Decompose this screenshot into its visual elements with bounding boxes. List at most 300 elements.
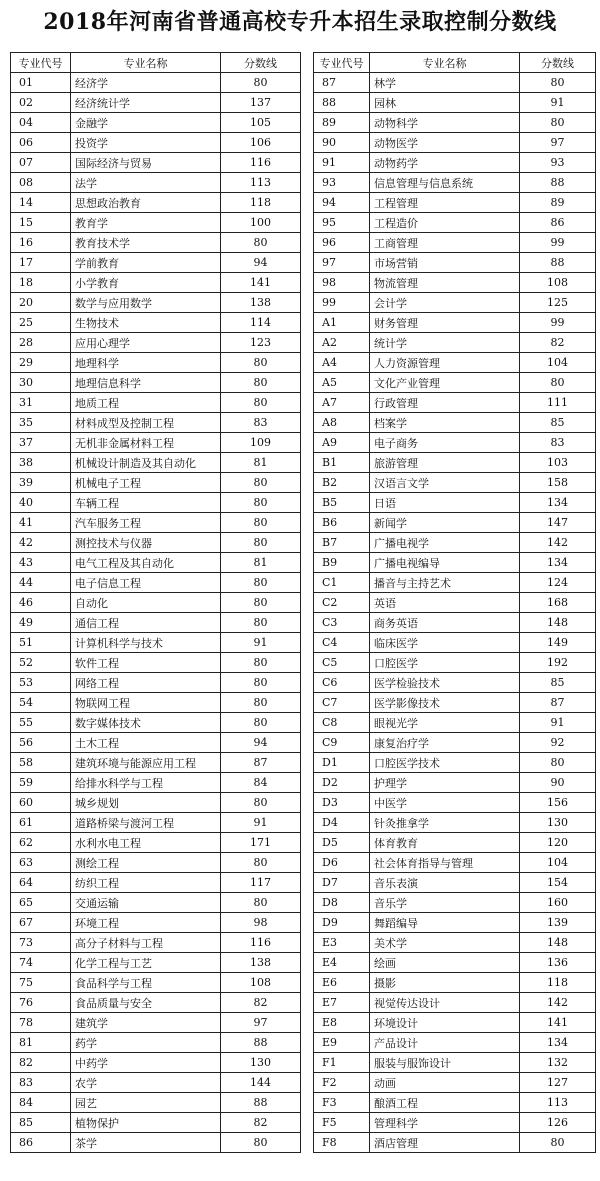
major-code-cell: 76 <box>11 993 71 1013</box>
major-code-cell: C3 <box>314 613 370 633</box>
major-code-cell: 07 <box>11 153 71 173</box>
score-cell: 80 <box>221 853 301 873</box>
major-name-cell: 学前教育 <box>71 253 221 273</box>
table-row <box>11 413 301 433</box>
table-row <box>314 1133 596 1153</box>
major-name-cell: 机械设计制造及其自动化 <box>71 453 221 473</box>
score-cell: 138 <box>221 953 301 973</box>
major-code-cell: 41 <box>11 513 71 533</box>
score-cell: 86 <box>520 213 596 233</box>
table-row <box>11 193 301 213</box>
major-code-cell: 90 <box>314 133 370 153</box>
major-code-cell: E8 <box>314 1013 370 1033</box>
major-code-cell: 65 <box>11 893 71 913</box>
score-cell: 93 <box>520 153 596 173</box>
major-name-cell: 食品科学与工程 <box>71 973 221 993</box>
major-code-cell: 75 <box>11 973 71 993</box>
table-row <box>314 473 596 493</box>
score-cell: 80 <box>221 793 301 813</box>
major-name-cell: 国际经济与贸易 <box>71 153 221 173</box>
table-row <box>314 553 596 573</box>
major-code-cell: 55 <box>11 713 71 733</box>
table-row <box>11 353 301 373</box>
major-code-cell: 87 <box>314 73 370 93</box>
major-name-cell: 材料成型及控制工程 <box>71 413 221 433</box>
score-cell: 148 <box>520 933 596 953</box>
table-row <box>314 593 596 613</box>
major-code-cell: C4 <box>314 633 370 653</box>
table-row <box>11 1013 301 1033</box>
major-name-cell: 思想政治教育 <box>71 193 221 213</box>
table-row <box>11 333 301 353</box>
table-row <box>11 233 301 253</box>
major-name-cell: 物联网工程 <box>71 693 221 713</box>
major-code-cell: B6 <box>314 513 370 533</box>
score-cell: 113 <box>520 1093 596 1113</box>
header-major-code: 专业代号 <box>314 53 370 73</box>
score-cell: 125 <box>520 293 596 313</box>
major-code-cell: 44 <box>11 573 71 593</box>
table-row <box>314 573 596 593</box>
score-cell: 80 <box>221 73 301 93</box>
major-name-cell: 产品设计 <box>370 1033 520 1053</box>
major-name-cell: 电子信息工程 <box>71 573 221 593</box>
score-table-left <box>10 52 301 1153</box>
major-code-cell: 98 <box>314 273 370 293</box>
score-cell: 88 <box>221 1093 301 1113</box>
major-code-cell: E4 <box>314 953 370 973</box>
major-code-cell: D7 <box>314 873 370 893</box>
major-code-cell: A2 <box>314 333 370 353</box>
score-cell: 138 <box>221 293 301 313</box>
table-row <box>314 913 596 933</box>
score-cell: 94 <box>221 733 301 753</box>
major-code-cell: 96 <box>314 233 370 253</box>
major-code-cell: 63 <box>11 853 71 873</box>
score-cell: 91 <box>520 713 596 733</box>
major-name-cell: 植物保护 <box>71 1113 221 1133</box>
table-row <box>11 893 301 913</box>
table-row <box>314 1013 596 1033</box>
table-row <box>11 973 301 993</box>
major-name-cell: 工程造价 <box>370 213 520 233</box>
table-row <box>11 453 301 473</box>
major-code-cell: 60 <box>11 793 71 813</box>
major-name-cell: 英语 <box>370 593 520 613</box>
major-code-cell: D6 <box>314 853 370 873</box>
major-code-cell: 91 <box>314 153 370 173</box>
major-code-cell: 15 <box>11 213 71 233</box>
major-name-cell: 电子商务 <box>370 433 520 453</box>
table-row <box>314 953 596 973</box>
score-cell: 97 <box>520 133 596 153</box>
table-row <box>314 693 596 713</box>
major-name-cell: 计算机科学与技术 <box>71 633 221 653</box>
major-code-cell: B7 <box>314 533 370 553</box>
major-code-cell: 49 <box>11 613 71 633</box>
major-name-cell: 机械电子工程 <box>71 473 221 493</box>
major-code-cell: 82 <box>11 1053 71 1073</box>
header-major-name: 专业名称 <box>71 53 221 73</box>
score-cell: 97 <box>221 1013 301 1033</box>
major-code-cell: 74 <box>11 953 71 973</box>
table-row <box>314 713 596 733</box>
score-cell: 80 <box>520 373 596 393</box>
score-cell: 98 <box>221 913 301 933</box>
score-cell: 130 <box>520 813 596 833</box>
table-row <box>314 333 596 353</box>
table-row <box>11 593 301 613</box>
table-row <box>11 613 301 633</box>
major-code-cell: 95 <box>314 213 370 233</box>
major-code-cell: C2 <box>314 593 370 613</box>
score-cell: 88 <box>520 173 596 193</box>
major-code-cell: F5 <box>314 1113 370 1133</box>
major-code-cell: D3 <box>314 793 370 813</box>
table-row <box>11 753 301 773</box>
table-row <box>11 1113 301 1133</box>
major-code-cell: E9 <box>314 1033 370 1053</box>
table-row <box>314 313 596 333</box>
table-row <box>11 573 301 593</box>
major-code-cell: C7 <box>314 693 370 713</box>
score-cell: 88 <box>221 1033 301 1053</box>
score-cell: 111 <box>520 393 596 413</box>
score-cell: 113 <box>221 173 301 193</box>
table-row <box>314 273 596 293</box>
major-name-cell: 广播电视学 <box>370 533 520 553</box>
major-code-cell: 59 <box>11 773 71 793</box>
score-cell: 109 <box>221 433 301 453</box>
score-cell: 160 <box>520 893 596 913</box>
major-name-cell: 音乐学 <box>370 893 520 913</box>
major-name-cell: 市场营销 <box>370 253 520 273</box>
score-cell: 92 <box>520 733 596 753</box>
table-row <box>314 393 596 413</box>
table-row <box>11 473 301 493</box>
major-name-cell: 物流管理 <box>370 273 520 293</box>
score-cell: 108 <box>221 973 301 993</box>
score-cell: 80 <box>520 73 596 93</box>
major-name-cell: 音乐表演 <box>370 873 520 893</box>
major-name-cell: 电气工程及其自动化 <box>71 553 221 573</box>
score-cell: 104 <box>520 853 596 873</box>
major-code-cell: 52 <box>11 653 71 673</box>
score-cell: 80 <box>221 493 301 513</box>
score-cell: 91 <box>221 633 301 653</box>
major-name-cell: 环境工程 <box>71 913 221 933</box>
major-code-cell: 62 <box>11 833 71 853</box>
major-code-cell: 39 <box>11 473 71 493</box>
major-code-cell: 02 <box>11 93 71 113</box>
major-code-cell: 29 <box>11 353 71 373</box>
table-row <box>11 73 301 93</box>
major-code-cell: 83 <box>11 1073 71 1093</box>
major-name-cell: 口腔医学技术 <box>370 753 520 773</box>
major-name-cell: 美术学 <box>370 933 520 953</box>
major-code-cell: D9 <box>314 913 370 933</box>
major-code-cell: 99 <box>314 293 370 313</box>
major-name-cell: 建筑学 <box>71 1013 221 1033</box>
major-name-cell: 人力资源管理 <box>370 353 520 373</box>
major-name-cell: 康复治疗学 <box>370 733 520 753</box>
score-cell: 80 <box>221 393 301 413</box>
major-name-cell: 管理科学 <box>370 1113 520 1133</box>
score-cell: 87 <box>221 753 301 773</box>
major-name-cell: 水利水电工程 <box>71 833 221 853</box>
major-name-cell: 地理科学 <box>71 353 221 373</box>
table-row <box>11 493 301 513</box>
table-row <box>314 433 596 453</box>
major-code-cell: D1 <box>314 753 370 773</box>
table-row <box>314 773 596 793</box>
major-code-cell: 20 <box>11 293 71 313</box>
table-row <box>11 773 301 793</box>
table-row <box>11 733 301 753</box>
major-code-cell: 85 <box>11 1113 71 1133</box>
header-major-name: 专业名称 <box>370 53 520 73</box>
table-row <box>11 633 301 653</box>
score-cell: 80 <box>221 353 301 373</box>
major-name-cell: 播音与主持艺术 <box>370 573 520 593</box>
table-row <box>314 873 596 893</box>
table-row <box>314 993 596 1013</box>
major-code-cell: B1 <box>314 453 370 473</box>
score-cell: 127 <box>520 1073 596 1093</box>
table-row <box>314 413 596 433</box>
major-code-cell: 88 <box>314 93 370 113</box>
major-name-cell: 食品质量与安全 <box>71 993 221 1013</box>
major-code-cell: C6 <box>314 673 370 693</box>
score-cell: 80 <box>221 593 301 613</box>
score-cell: 108 <box>520 273 596 293</box>
major-name-cell: 药学 <box>71 1033 221 1053</box>
table-row <box>11 113 301 133</box>
score-cell: 141 <box>221 273 301 293</box>
major-name-cell: 通信工程 <box>71 613 221 633</box>
table-row <box>314 453 596 473</box>
table-row <box>11 673 301 693</box>
table-row <box>314 1073 596 1093</box>
table-row <box>314 353 596 373</box>
major-code-cell: 16 <box>11 233 71 253</box>
major-name-cell: 土木工程 <box>71 733 221 753</box>
table-row <box>314 853 596 873</box>
major-name-cell: 给排水科学与工程 <box>71 773 221 793</box>
major-name-cell: 测绘工程 <box>71 853 221 873</box>
major-name-cell: 车辆工程 <box>71 493 221 513</box>
table-row <box>314 633 596 653</box>
major-name-cell: 测控技术与仪器 <box>71 533 221 553</box>
major-name-cell: 酒店管理 <box>370 1133 520 1153</box>
score-cell: 137 <box>221 93 301 113</box>
major-code-cell: B9 <box>314 553 370 573</box>
major-name-cell: 园艺 <box>71 1093 221 1113</box>
score-cell: 126 <box>520 1113 596 1133</box>
major-name-cell: 工商管理 <box>370 233 520 253</box>
major-name-cell: 视觉传达设计 <box>370 993 520 1013</box>
major-code-cell: B2 <box>314 473 370 493</box>
major-name-cell: 会计学 <box>370 293 520 313</box>
score-cell: 83 <box>520 433 596 453</box>
major-name-cell: 工程管理 <box>370 193 520 213</box>
table-row <box>314 973 596 993</box>
major-name-cell: 眼视光学 <box>370 713 520 733</box>
major-code-cell: A8 <box>314 413 370 433</box>
score-cell: 134 <box>520 493 596 513</box>
major-name-cell: 绘画 <box>370 953 520 973</box>
major-name-cell: 化学工程与工艺 <box>71 953 221 973</box>
score-cell: 99 <box>520 233 596 253</box>
major-code-cell: 04 <box>11 113 71 133</box>
major-code-cell: 18 <box>11 273 71 293</box>
major-name-cell: 广播电视编导 <box>370 553 520 573</box>
major-code-cell: 81 <box>11 1033 71 1053</box>
score-cell: 130 <box>221 1053 301 1073</box>
table-row <box>11 693 301 713</box>
table-row <box>314 153 596 173</box>
major-code-cell: 37 <box>11 433 71 453</box>
table-row <box>11 273 301 293</box>
major-name-cell: 农学 <box>71 1073 221 1093</box>
major-name-cell: 动画 <box>370 1073 520 1093</box>
score-cell: 80 <box>221 713 301 733</box>
major-code-cell: 42 <box>11 533 71 553</box>
table-row <box>314 513 596 533</box>
score-cell: 134 <box>520 1033 596 1053</box>
table-row <box>314 173 596 193</box>
major-name-cell: 园林 <box>370 93 520 113</box>
table-row <box>314 833 596 853</box>
major-name-cell: 环境设计 <box>370 1013 520 1033</box>
table-row <box>11 93 301 113</box>
major-name-cell: 茶学 <box>71 1133 221 1153</box>
table-row <box>11 393 301 413</box>
score-cell: 120 <box>520 833 596 853</box>
major-code-cell: C9 <box>314 733 370 753</box>
score-cell: 82 <box>221 1113 301 1133</box>
major-code-cell: 31 <box>11 393 71 413</box>
score-cell: 116 <box>221 153 301 173</box>
score-cell: 82 <box>520 333 596 353</box>
major-name-cell: 医学影像技术 <box>370 693 520 713</box>
major-name-cell: 舞蹈编导 <box>370 913 520 933</box>
major-code-cell: 14 <box>11 193 71 213</box>
major-name-cell: 中药学 <box>71 1053 221 1073</box>
major-name-cell: 酿酒工程 <box>370 1093 520 1113</box>
table-row <box>11 813 301 833</box>
table-row <box>11 853 301 873</box>
score-cell: 80 <box>520 113 596 133</box>
major-name-cell: 日语 <box>370 493 520 513</box>
major-code-cell: 89 <box>314 113 370 133</box>
score-cell: 105 <box>221 113 301 133</box>
major-code-cell: F3 <box>314 1093 370 1113</box>
score-cell: 88 <box>520 253 596 273</box>
major-name-cell: 体育教育 <box>370 833 520 853</box>
major-name-cell: 旅游管理 <box>370 453 520 473</box>
major-code-cell: E7 <box>314 993 370 1013</box>
major-name-cell: 道路桥梁与渡河工程 <box>71 813 221 833</box>
table-row <box>314 133 596 153</box>
major-code-cell: 94 <box>314 193 370 213</box>
major-code-cell: D5 <box>314 833 370 853</box>
major-name-cell: 汉语言文学 <box>370 473 520 493</box>
table-row <box>314 893 596 913</box>
major-code-cell: 97 <box>314 253 370 273</box>
score-cell: 100 <box>221 213 301 233</box>
major-name-cell: 投资学 <box>71 133 221 153</box>
table-row <box>314 293 596 313</box>
table-row <box>314 93 596 113</box>
table-row <box>314 753 596 773</box>
major-code-cell: 35 <box>11 413 71 433</box>
score-cell: 158 <box>520 473 596 493</box>
table-row <box>314 1033 596 1053</box>
score-cell: 80 <box>221 533 301 553</box>
table-row <box>11 173 301 193</box>
major-code-cell: 01 <box>11 73 71 93</box>
major-code-cell: 64 <box>11 873 71 893</box>
score-cell: 80 <box>221 893 301 913</box>
score-cell: 171 <box>221 833 301 853</box>
table-row <box>11 993 301 1013</box>
table-row <box>314 1113 596 1133</box>
major-code-cell: 40 <box>11 493 71 513</box>
table-row <box>11 153 301 173</box>
major-name-cell: 统计学 <box>370 333 520 353</box>
major-name-cell: 高分子材料与工程 <box>71 933 221 953</box>
score-cell: 91 <box>221 813 301 833</box>
score-cell: 124 <box>520 573 596 593</box>
score-cell: 114 <box>221 313 301 333</box>
major-name-cell: 档案学 <box>370 413 520 433</box>
score-cell: 81 <box>221 553 301 573</box>
major-name-cell: 小学教育 <box>71 273 221 293</box>
table-row <box>314 193 596 213</box>
major-name-cell: 汽车服务工程 <box>71 513 221 533</box>
score-cell: 149 <box>520 633 596 653</box>
table-header-row <box>314 53 596 73</box>
table-row <box>11 913 301 933</box>
major-name-cell: 动物科学 <box>370 113 520 133</box>
major-code-cell: E6 <box>314 973 370 993</box>
score-cell: 81 <box>221 453 301 473</box>
major-name-cell: 生物技术 <box>71 313 221 333</box>
table-row <box>11 833 301 853</box>
score-cell: 80 <box>221 693 301 713</box>
score-cell: 80 <box>221 653 301 673</box>
score-cell: 80 <box>221 1133 301 1153</box>
major-name-cell: 行政管理 <box>370 393 520 413</box>
table-row <box>314 493 596 513</box>
major-code-cell: 86 <box>11 1133 71 1153</box>
score-cell: 144 <box>221 1073 301 1093</box>
major-name-cell: 口腔医学 <box>370 653 520 673</box>
score-cell: 156 <box>520 793 596 813</box>
major-name-cell: 地质工程 <box>71 393 221 413</box>
major-code-cell: 61 <box>11 813 71 833</box>
table-row <box>314 673 596 693</box>
major-name-cell: 社会体育指导与管理 <box>370 853 520 873</box>
score-cell: 168 <box>520 593 596 613</box>
table-row <box>11 793 301 813</box>
score-cell: 106 <box>221 133 301 153</box>
table-row <box>314 253 596 273</box>
score-cell: 118 <box>221 193 301 213</box>
major-code-cell: D2 <box>314 773 370 793</box>
score-cell: 142 <box>520 533 596 553</box>
